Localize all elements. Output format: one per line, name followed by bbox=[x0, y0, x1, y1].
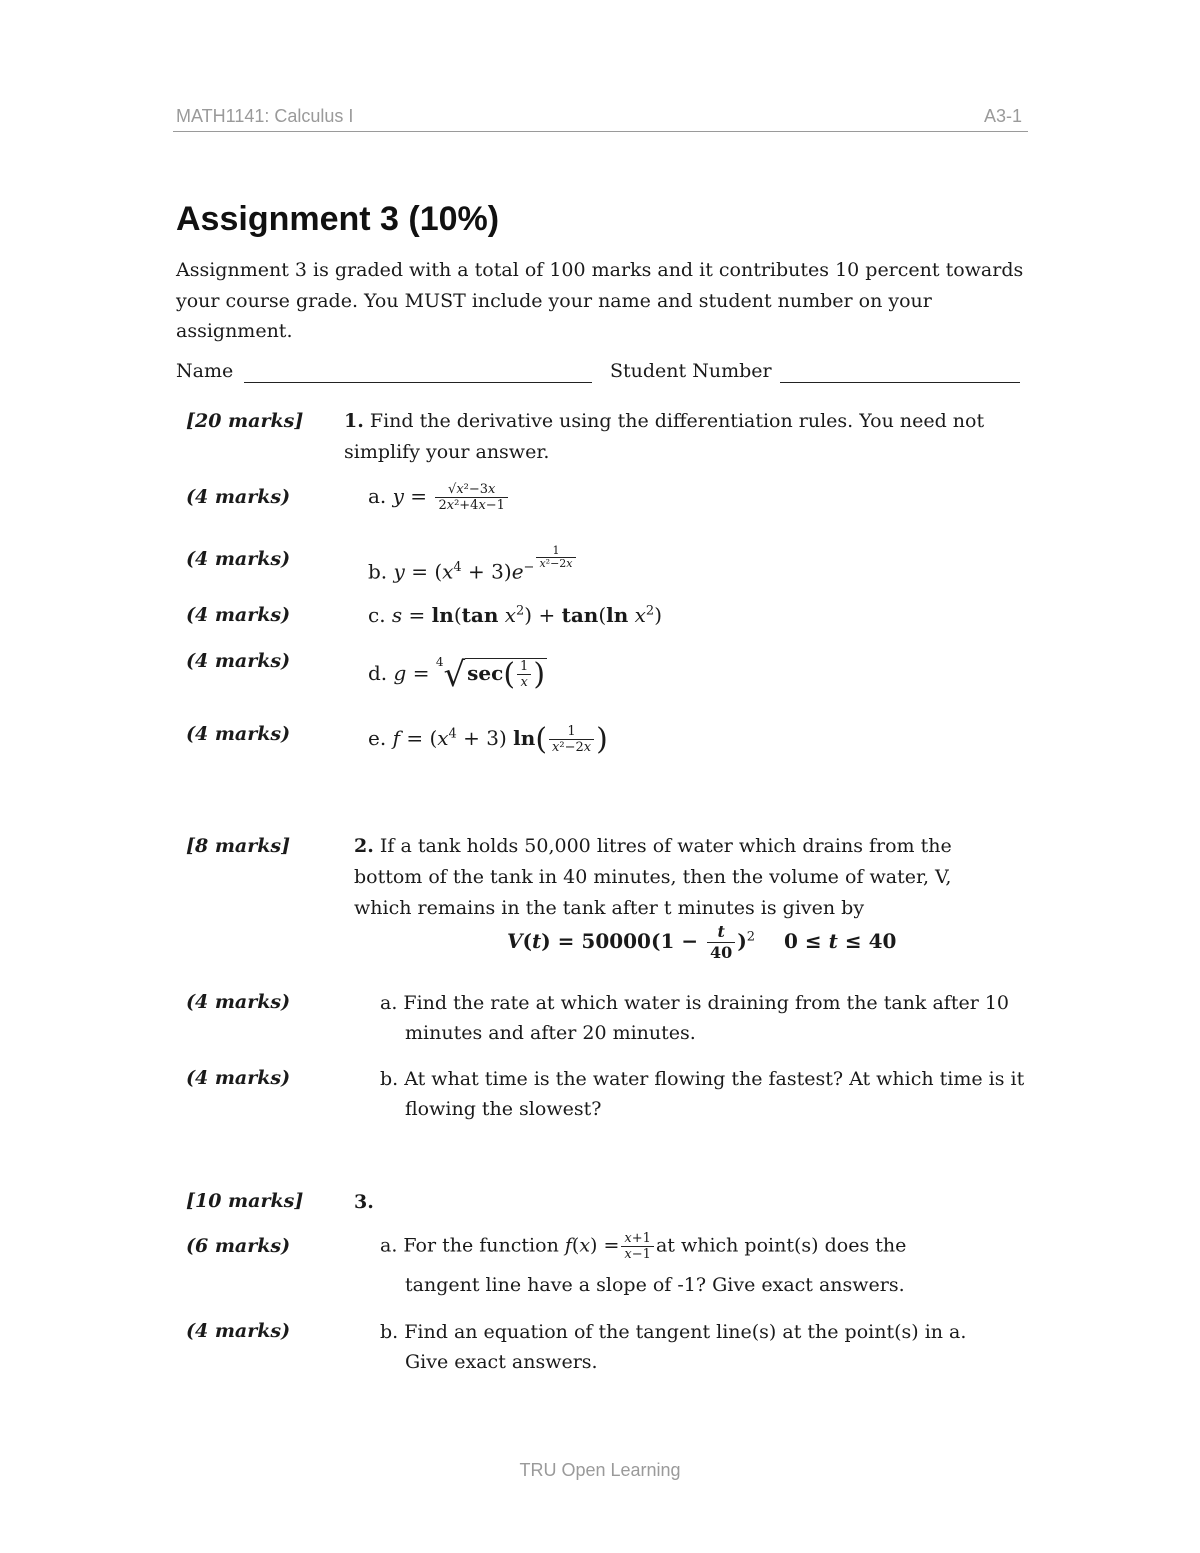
q1e-label: e. bbox=[368, 726, 387, 750]
page-number: A3-1 bbox=[983, 106, 1022, 126]
q1-marks: [20 marks] bbox=[186, 410, 304, 432]
q2-marks: [8 marks] bbox=[186, 835, 291, 857]
q3a-marks: (6 marks) bbox=[186, 1235, 291, 1257]
student-number-label: Student Number bbox=[610, 360, 772, 382]
q1a-marks: (4 marks) bbox=[186, 486, 291, 508]
q1b-expression: b. $y = (x^4 + 3)e^{- \frac{1}{\text{x²−2x}}}$ bbox=[368, 545, 578, 584]
q3a-text-before: a. For the function bbox=[380, 1234, 559, 1257]
q2-formula: V(t) = 50000(1 − $\frac{t}{40}$ )$^2$ 0 ≤ t ≤ 40 bbox=[507, 922, 897, 962]
q1d-label: d. bbox=[368, 661, 388, 685]
q1b-marks: (4 marks) bbox=[186, 548, 291, 570]
q2a-marks: (4 marks) bbox=[186, 991, 291, 1013]
q3-number: 3. bbox=[354, 1191, 374, 1213]
assignment-title: Assignment 3 (10%) bbox=[176, 200, 500, 238]
q1-prompt bbox=[344, 406, 1024, 468]
q2-number: 2. bbox=[354, 835, 374, 857]
q2-prompt bbox=[354, 831, 994, 924]
intro-paragraph: Assignment 3 is graded with a total of 100 marks and it contributes 10 percent towards your course grade. You MUST include your name and student number on your assignment. bbox=[176, 259, 1024, 342]
q1e-marks: (4 marks) bbox=[186, 723, 291, 745]
q1c-marks: (4 marks) bbox=[186, 604, 291, 626]
q3a-fraction: $\frac{x+1}{x-1}$ bbox=[621, 1231, 654, 1262]
q1c-label: c. bbox=[368, 603, 386, 627]
q1d-marks: (4 marks) bbox=[186, 650, 291, 672]
q3a-text-after: at which point(s) does the bbox=[655, 1234, 907, 1257]
page-header bbox=[173, 106, 1028, 132]
q2a-text: a. Find the rate at which water is draining from the tank after 10 minutes and after 20 minutes. bbox=[380, 992, 1010, 1044]
q3b-text: b. Find an equation of the tangent line(s) at the point(s) in a. Give exact answers. bbox=[380, 1321, 967, 1373]
q2b-text: b. At what time is the water flowing the fastest? At which time is it flowing the slowest? bbox=[380, 1068, 1025, 1120]
q1e-expression: e. $f = (x^4 + 3)$ ln( $\frac{1}{\text{x²−2x}}$ ) bbox=[368, 722, 608, 757]
q1-number: 1. bbox=[344, 410, 364, 432]
q1d-expression: d. g = $^4$√ sec( $\frac{1}{x}$ ) bbox=[368, 655, 546, 695]
student-number-blank[interactable] bbox=[780, 382, 1020, 383]
q1b-label: b. bbox=[368, 559, 388, 584]
page-footer: TRU Open Learning bbox=[519, 1460, 681, 1480]
q2-text: If a tank holds 50,000 litres of water which drains from the bottom of the tank in 40 minutes, then the volume of water, V, which remains in the tank after t minutes is given by bbox=[354, 835, 952, 919]
q1-text: Find the derivative using the differentiation rules. You need not simplify your answer. bbox=[344, 410, 985, 463]
q1c-expression: c. s = ln(tan $x^2) + \tan(\ln$ $x^2$) bbox=[368, 603, 663, 627]
course-title: MATH1141: Calculus I bbox=[176, 106, 354, 126]
q3a-line1: a. For the function f(x) = $\frac{x+1}{x-1}$ at which point(s) does the bbox=[380, 1231, 907, 1262]
q2-fraction: $\frac{t}{40}$ bbox=[707, 922, 735, 963]
q3-marks: [10 marks] bbox=[186, 1190, 304, 1212]
name-label: Name bbox=[176, 360, 234, 382]
q1a-expression: a. y = $\frac{\text{√x²−3x}}{\text{2x²+4x−1}}$ bbox=[368, 482, 510, 513]
name-blank[interactable] bbox=[244, 382, 592, 383]
q3b-marks: (4 marks) bbox=[186, 1320, 291, 1342]
q2b-marks: (4 marks) bbox=[186, 1067, 291, 1089]
q3-prompt bbox=[354, 1187, 374, 1218]
q1a-label: a. bbox=[368, 484, 387, 508]
q3a-line2: tangent line have a slope of -1? Give exact answers. bbox=[405, 1274, 905, 1296]
q1a-fraction: $\frac{\text{√x²−3x}}{\text{2x²+4x−1}}$ bbox=[435, 482, 508, 513]
